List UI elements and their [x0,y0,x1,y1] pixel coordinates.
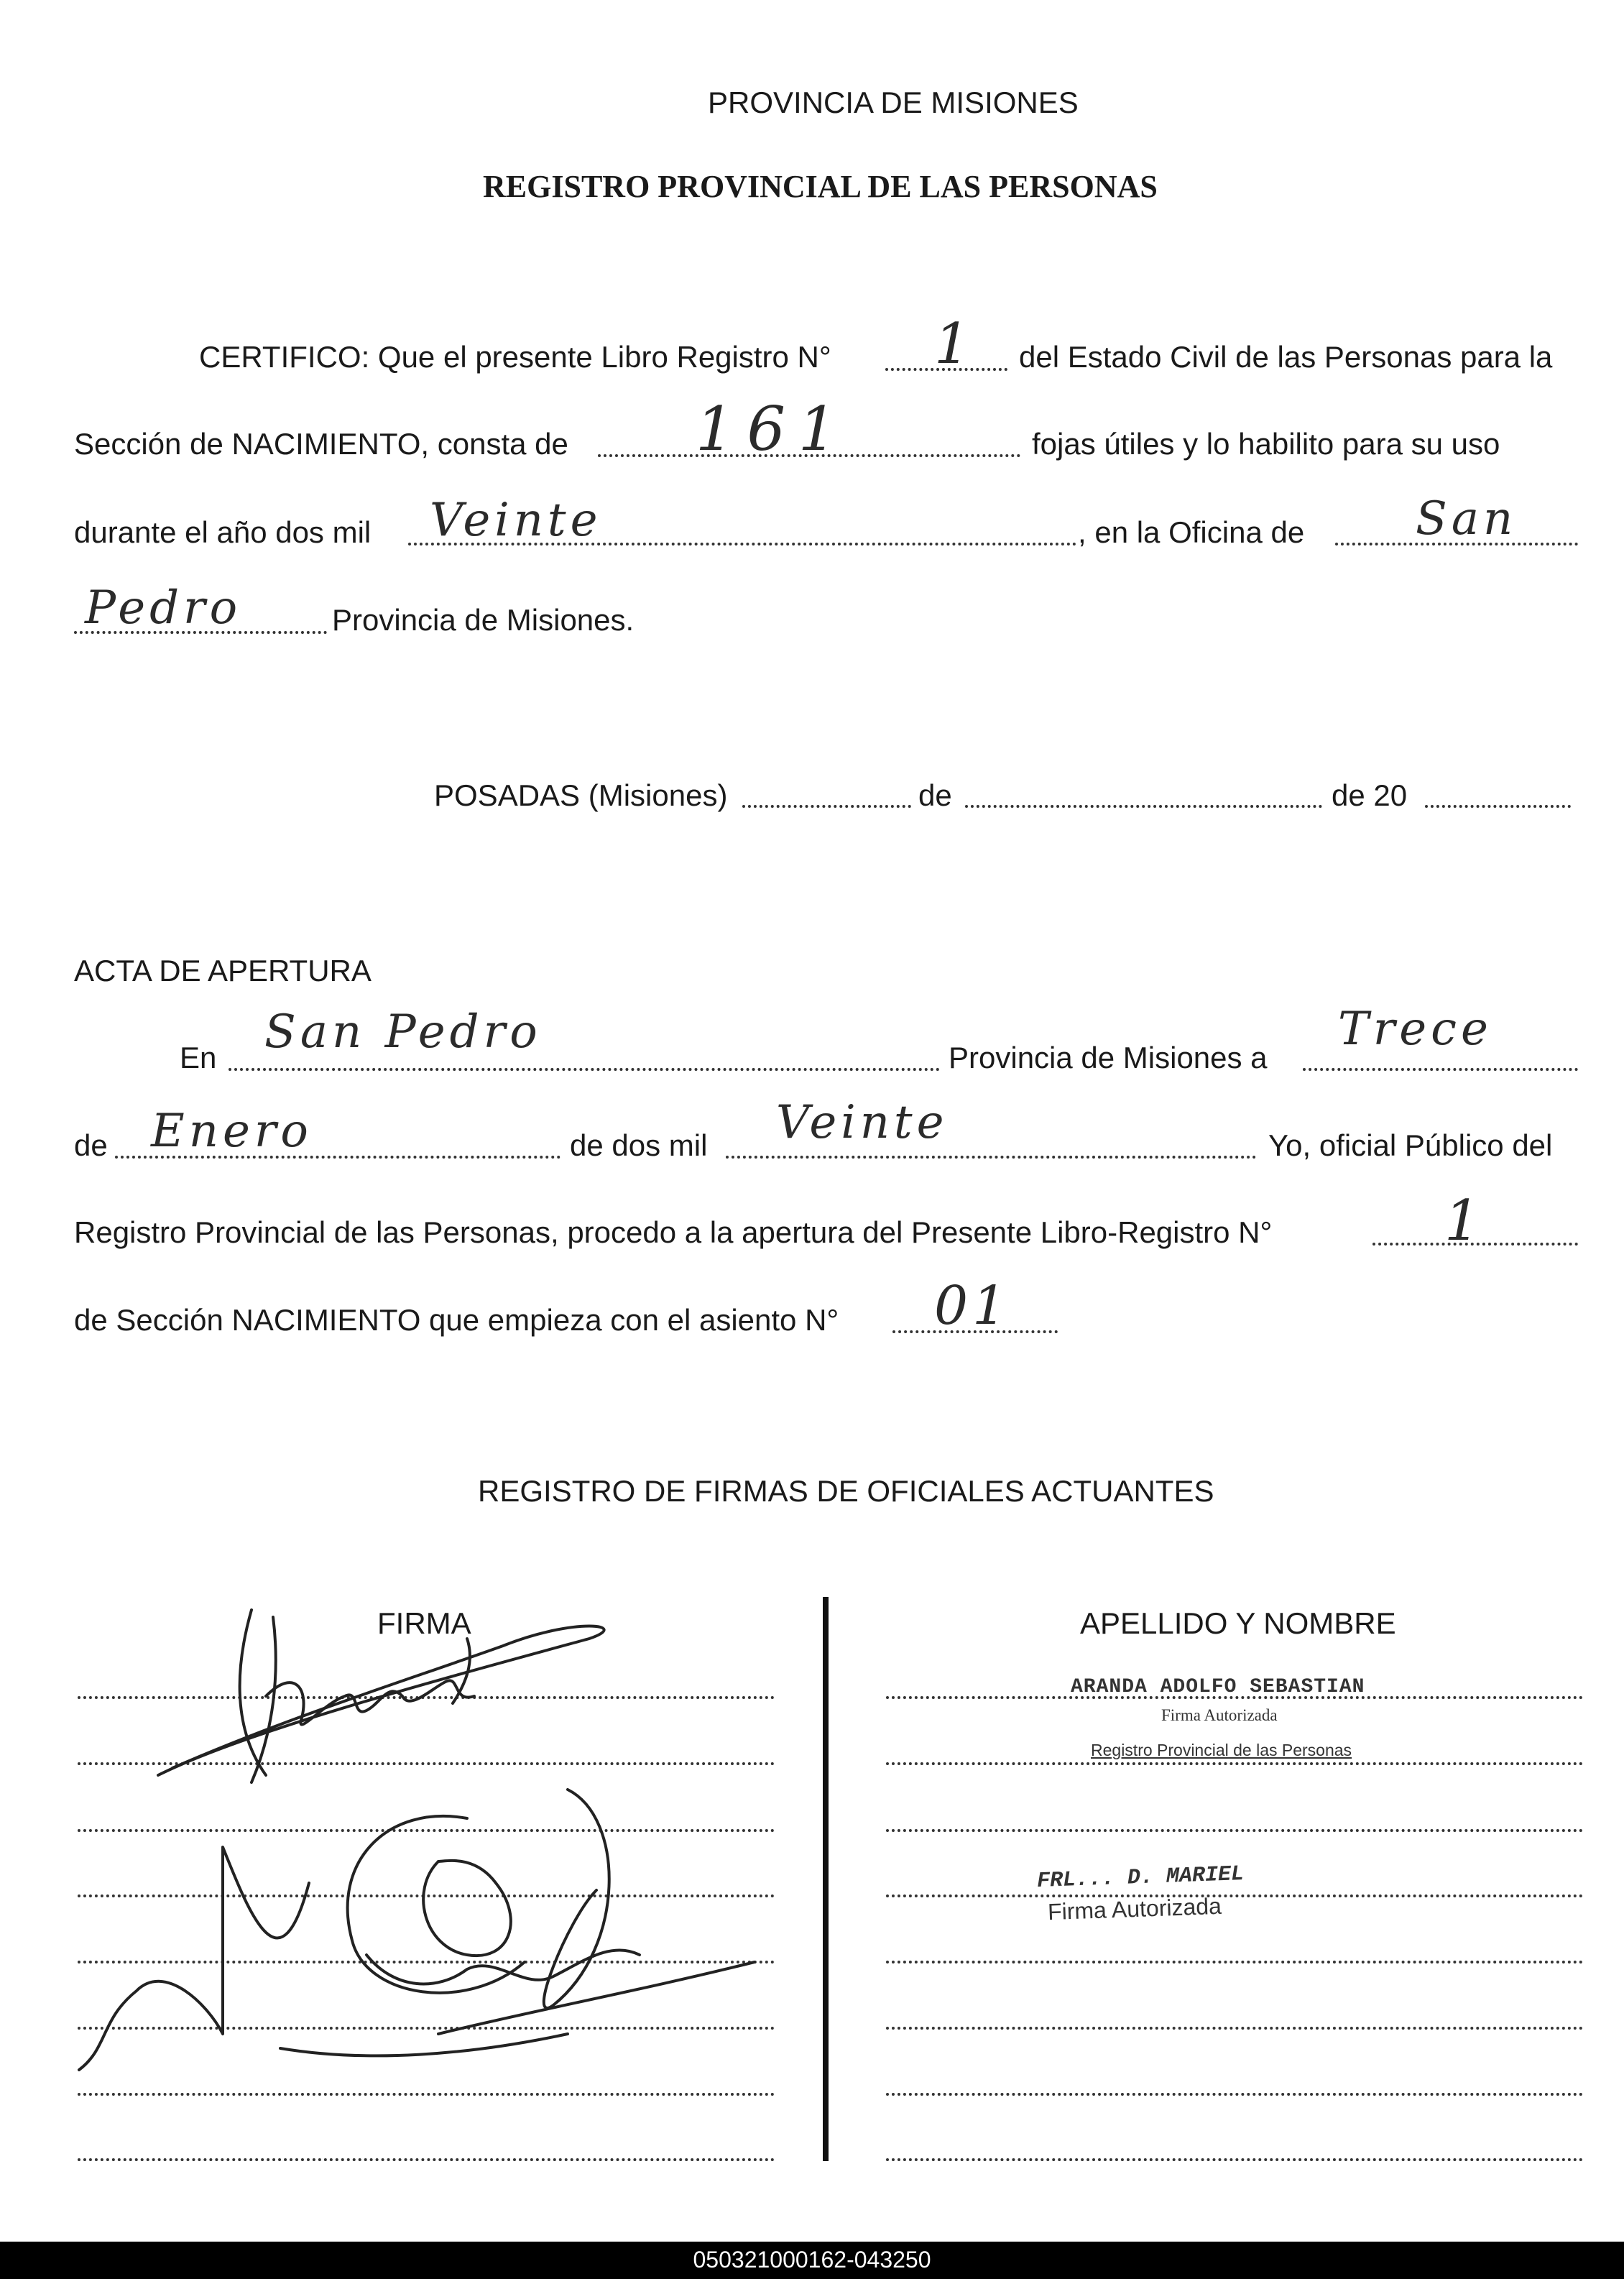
registry-title: REGISTRO PROVINCIAL DE LAS PERSONAS [483,169,1158,204]
handwritten-office-1: San [1416,492,1518,545]
handwritten-place: San Pedro [264,1005,542,1059]
name-line [886,2158,1583,2161]
signature-2-graphic [65,1775,769,2077]
name-line [886,1762,1583,1765]
handwritten-day: Trece [1338,1003,1492,1056]
dotted-line [1303,1068,1578,1071]
name-line [886,1961,1583,1963]
handwritten-entry: 01 [934,1275,1011,1337]
stamp2-title: Firma Autorizada [1047,1892,1222,1925]
cert-line3-a: durante el año dos mil [74,515,372,549]
stamp-official-org: Registro Provincial de las Personas [1091,1741,1352,1759]
acta-line4: de Sección NACIMIENTO que empieza con el asiento N° [74,1303,839,1337]
province-heading: PROVINCIA DE MISIONES [708,86,1079,119]
date-de-label: de [918,778,952,812]
cert-line4: Provincia de Misiones. [332,603,635,637]
handwritten-office-2: Pedro [85,581,242,635]
signature-line [78,2093,775,2096]
footer-bar [0,2242,1624,2279]
handwritten-month: Enero [151,1105,313,1158]
date-de20-label: de 20 [1332,778,1408,812]
dotted-line [1425,805,1571,808]
cert-line2-b: fojas útiles y lo habilito para su uso [1032,427,1500,461]
signature-line [78,2158,775,2161]
stamp2-name: FRL... D. MARIEL [1036,1861,1245,1894]
document-code: 050321000162-043250 [693,2247,931,2273]
handwritten-folios: 161 [696,394,850,464]
name-line [886,2027,1583,2030]
name-line [886,1894,1583,1897]
acta-en-label: En [180,1041,217,1074]
stamp-official-name: ARANDA ADOLFO SEBASTIAN [1071,1676,1365,1698]
dotted-line [726,1156,1256,1159]
handwritten-acta-year: Veinte [776,1096,949,1149]
column-divider [823,1597,829,2161]
acta-heading: ACTA DE APERTURA [74,954,372,987]
handwritten-acta-book: 1 [1444,1189,1485,1253]
city-label: POSADAS (Misiones) [434,778,728,812]
acta-line3: Registro Provincial de las Personas, procedo a la apertura del Presente Libro-Registro N° [74,1215,1273,1249]
name-column-header: APELLIDO Y NOMBRE [1080,1606,1396,1640]
acta-yo-label: Yo, oficial Público del [1268,1128,1553,1162]
dotted-line [965,805,1322,808]
name-line [886,1829,1583,1832]
dotted-line [742,805,911,808]
firma-column-header: FIRMA [377,1606,471,1640]
acta-de-label: de [74,1128,108,1162]
cert-line3-b: , en la Oficina de [1078,515,1305,549]
cert-line1-a: CERTIFICO: Que el presente Libro Registro N° [199,340,831,374]
dotted-line [229,1068,940,1071]
acta-prov-label: Provincia de Misiones a [949,1041,1268,1074]
handwritten-year: Veinte [430,494,602,547]
cert-line2-a: Sección de NACIMIENTO, consta de [74,427,568,461]
name-line [886,2093,1583,2096]
handwritten-book-number: 1 [934,312,974,377]
acta-dosmil-label: de dos mil [570,1128,708,1162]
stamp-official-title: Firma Autorizada [1161,1706,1278,1724]
signatures-heading: REGISTRO DE FIRMAS DE OFICIALES ACTUANTES [478,1474,1214,1508]
cert-line1-b: del Estado Civil de las Personas para la [1019,340,1553,374]
